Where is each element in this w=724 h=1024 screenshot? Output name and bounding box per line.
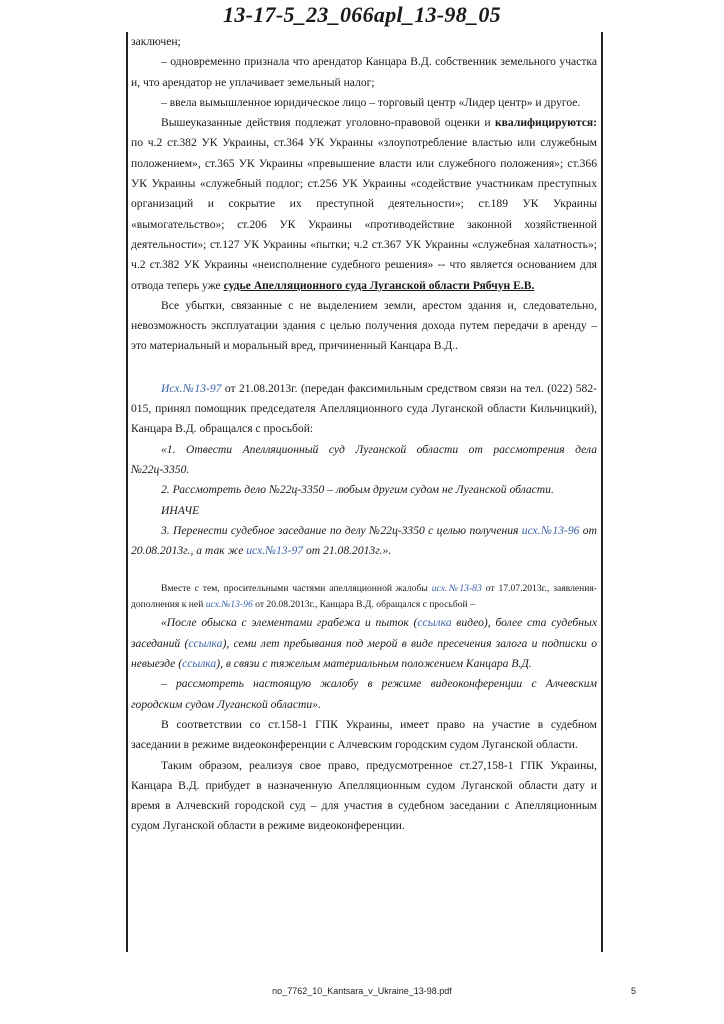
spacer (131, 357, 597, 379)
paragraph: – ввела вымышленное юридическое лицо – торговый центр «Лидер центр» и другое. (161, 95, 581, 109)
reference-link[interactable]: ссылка (417, 616, 452, 630)
quote-line: 2. Рассмотреть дело №22ц-3350 – любым другим судом не Луганской области. (161, 483, 554, 497)
reference-link[interactable]: исх.№13-96 (205, 599, 253, 611)
paragraph-small (131, 581, 597, 613)
quote-line: ИНАЧЕ (161, 503, 200, 517)
footer-page-number: 5 (631, 986, 637, 996)
paragraph: заключен; (131, 35, 181, 48)
text-run: ), в связи с тяжелым материальным положением Канцара В.Д. (216, 657, 532, 671)
document-header-title: 13-17-5_23_066apl_13-98_05 (223, 2, 501, 27)
text-run: Вышеуказанные действия подлежат уголовно-правовой оценки и (161, 116, 495, 130)
paragraph-request (131, 379, 597, 440)
reference-link[interactable]: исх.№13-83 (431, 583, 482, 595)
spacer (131, 561, 597, 581)
reference-link[interactable]: ссылка (182, 657, 217, 671)
quote-line: «1. Отвести Апелляционный суд Луганской области от рассмотрения дела №22ц-3350. (131, 442, 597, 476)
right-margin-rule (601, 32, 603, 952)
text-run: по ч.2 ст.382 УК Украины, ст.364 УК Украины «злоупотребление властью или служебным положением», ст.365 УК Украины «превышение власти или служебного положения»; ст.366 УК Украины «служебный подлог; ст.256 УК Украины «содействие участникам преступных организаций и сокрытие их преступной деятельности»; ст.189 УК Украины «вымогательство»; ст.206 УК Украины «противодействие законной хозяйственной деятельности»; ст.127 УК Украины «пытки; ч.2 ст.367 УК Украины «служебная халатность»; ч.2 ст.382 УК Украины «неисполнение судебного решения» -- что является основанием для отвода теперь уже (131, 136, 597, 292)
reference-link[interactable]: ссылка (188, 636, 223, 650)
left-margin-rule (126, 32, 128, 952)
text-run: от 20.08.2013г., а так же (131, 523, 597, 558)
paragraph: Таким образом, реализуя свое право, предусмотренное ст.27,158-1 ГПК Украины, Канцара В.Д. прибудет в назначенную Апелляционным судом Луганской области дату и время в Алчевский городской суд – для участия в судебном заседании с Апелляционным судом Луганской области в режиме видеоконференции. (131, 758, 597, 833)
paragraph-qualification (131, 113, 597, 296)
footer-filename: no_7762_10_Kantsara_v_Ukraine_13-98.pdf (272, 986, 452, 996)
paragraph: В соответствии со ст.158-1 ГПК Украины, имеет право на участие в судебном заседании в режиме видеоконференции с Алчевским городским судом Луганской области. (131, 717, 597, 752)
paragraph: Все убытки, связанные с не выделением земли, арестом здания и, следовательно, невозможность эксплуатации здания с целью получения дохода путем передачи в аренду – это материальный и моральный вред, причиненный Канцара В.Д.. (131, 298, 597, 353)
judge-name-underlined: судье Апелляционного суда Луганской области Рябчун Е.В. (223, 278, 535, 292)
quote-paragraph (131, 613, 597, 674)
paragraph: – одновременно признала что арендатор Канцара В.Д. собственник земельного участка и, что арендатор не уплачивает земельный налог; (131, 55, 597, 89)
text-run: ), семи лет пребывания под мерой в виде пресечения залога и подписки о невыезде ( (131, 636, 597, 671)
text-run: от 17.07.2013г., заявления-дополнения к ней (131, 583, 598, 611)
text-run: от 20.08.2013г., Канцара В.Д. обращался с просьбой – (252, 599, 475, 611)
quote-line (131, 521, 597, 562)
text-run: от 21.08.2013г. (передан факсимильным средством связи на тел. (022) 582-015, принял помощник председателя Апелляционного суда Луганской области Кильчицкий), Канцара В.Д. обращался с просьбой: (131, 381, 598, 436)
document-body (131, 32, 597, 837)
bold-text-run: квалифицируются: (494, 116, 597, 130)
text-run: 3. Перенести судебное заседание по делу №22ц-3350 с целью получения (161, 523, 522, 537)
text-run: Вместе с тем, просительными частями апелляционной жалобы (161, 583, 432, 595)
text-run: видео), более ста судебных заседаний ( (131, 616, 597, 650)
text-run: «После обыска с элементами грабежа и пыток ( (161, 616, 418, 630)
quote-paragraph: – рассмотреть настоящую жалобу в режиме видеоконференции с Алчевским городским судом Луганской области». (131, 677, 597, 711)
text-run: от 21.08.2013г.». (303, 544, 392, 558)
reference-link[interactable]: Исх.№13-97 (161, 381, 222, 395)
reference-link[interactable]: исх.№13-96 (521, 523, 580, 537)
reference-link[interactable]: исх.№13-97 (246, 544, 304, 558)
